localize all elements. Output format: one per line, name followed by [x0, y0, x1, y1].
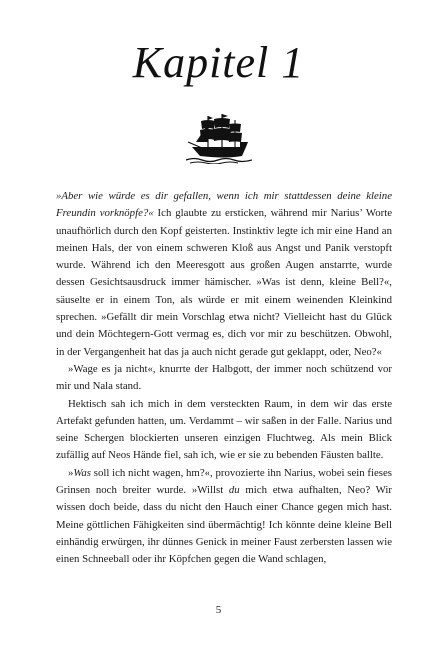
- italic-text: Was: [73, 466, 92, 479]
- paragraph: [56, 465, 392, 569]
- body-text: Ich glaubte zu ersticken, während mir Narius’ Worte unaufhörlich durch den Kopf geisterten. Instinktiv legte ich mir eine Hand an meinen Hals, der von einem schweren Kloß aus Angst und Panik verstopft wurde. Während ich den Meeresgott aus großen Augen anstarrte, wurde dessen Gesichtsausdruck immer hämischer. »Was ist denn, kleine Bell?«, säuselte er in einem Ton, als würde er mit einem weinenden Kleinkind sprechen. »Gefällt dir mein Vorschlag etwa nicht? Vielleicht hast du Glück und dein Möchtegern-Gott vermag es, dich vor mir zu beschützen. Obwohl, in der Vergangenheit hat das ja auch nicht gerade gut geklappt, oder, Neo?«: [56, 207, 392, 358]
- body-text: Hektisch sah ich mich in dem versteckten Raum, in dem wir das erste Artefakt gefunden hatten, um. Verdammt – wir saßen in der Falle. Narius und seine Schergen blockierten unseren einzigen Fluchtweg. Als mein Blick zufällig auf Neos Hände fiel, sah ich, wie er sie zu bebenden Fäusten ballte.: [56, 397, 392, 462]
- paragraph: [56, 361, 392, 396]
- italic-text: »Aber wie würde es dir gefallen, wenn ich mir stattdessen deine kleine Freundin vorknöpfe?«: [56, 190, 392, 220]
- body-text: »: [68, 466, 74, 479]
- chapter-body-text: [56, 188, 392, 569]
- page-number: 5: [215, 604, 222, 616]
- chapter-title: Kapitel 1: [132, 38, 305, 87]
- paragraph: [56, 188, 392, 361]
- sailing-ship-icon: [186, 112, 252, 164]
- body-text: soll ich nicht wagen, hm?«, provozierte ihn Narius, wobei sein fieses Grinsen noch breiter wurde. »Willst: [56, 466, 392, 497]
- paragraph: [56, 396, 392, 465]
- italic-text: du: [228, 484, 240, 497]
- body-text: mich etwa aufhalten, Neo? Wir wissen doch beide, dass du nicht den Hauch einer Chance gegen mich hast. Meine göttlichen Fähigkeiten sind übermächtig! Ich könnte deine kleine Bell einhändig erwürgen, ihr dünnes Genick in meiner Faust zerbersten lassen wie einen Schneeball oder ihr Köpfchen gegen die Wand schlagen,: [56, 484, 392, 566]
- body-text: »Wage es ja nicht«, knurrte der Halbgott, der immer noch schützend vor mir und Nala stand.: [56, 362, 392, 393]
